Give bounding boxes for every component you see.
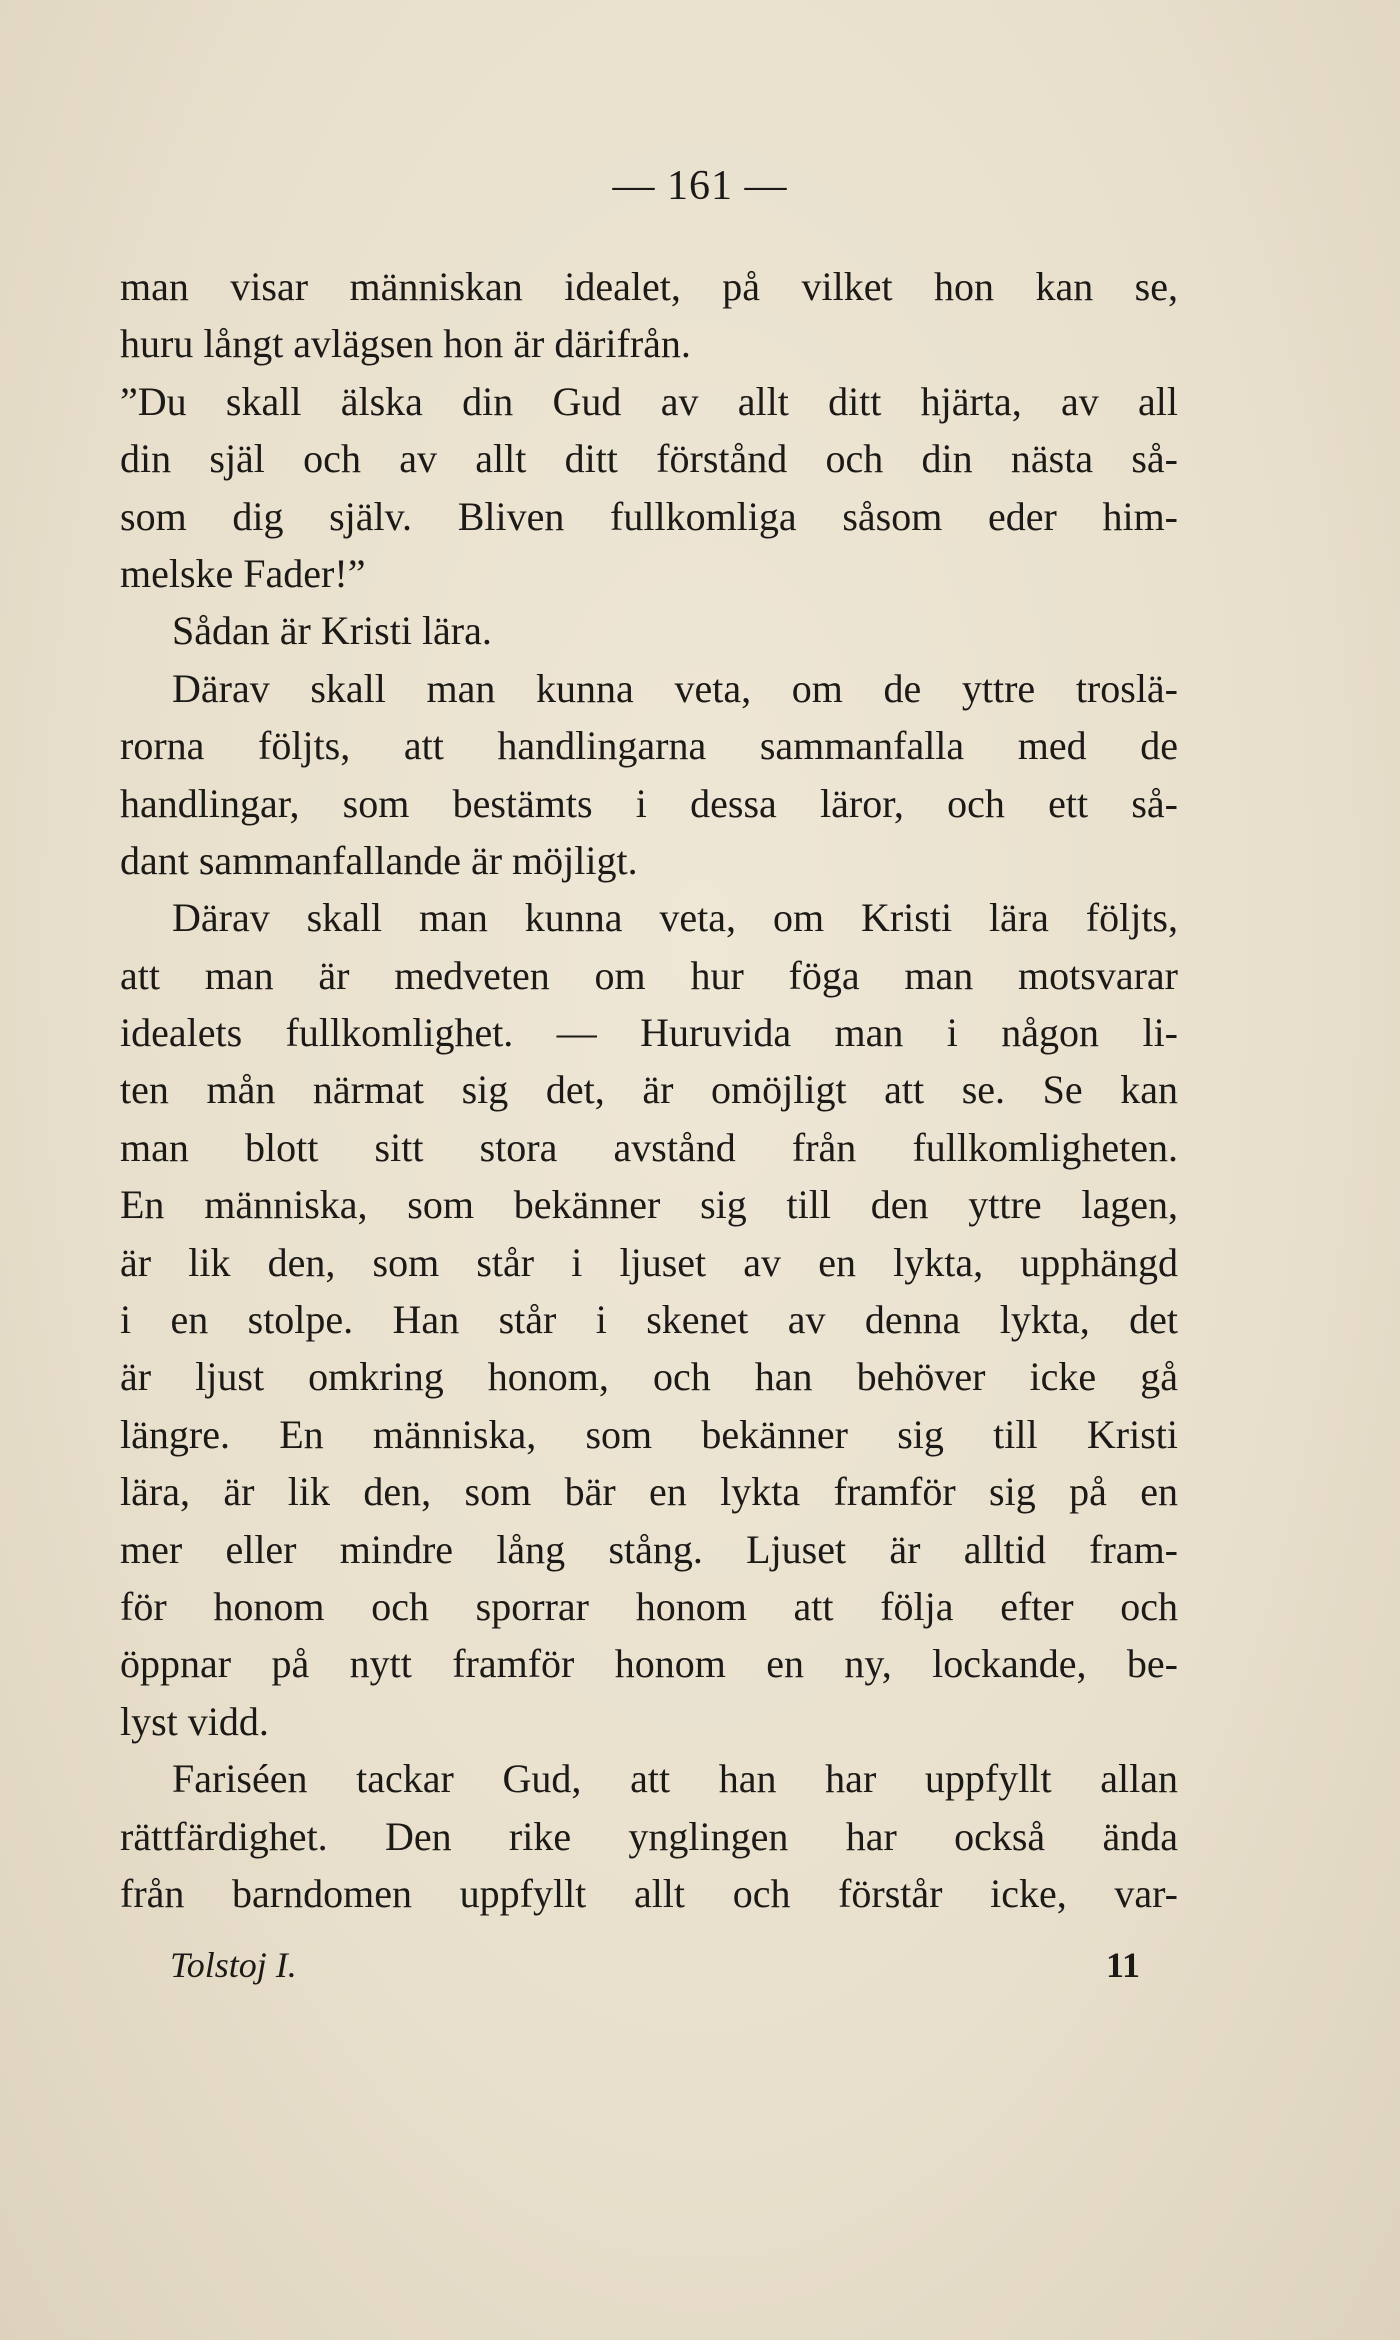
text-line: är ljust omkring honom, och han behöver icke gå	[120, 1354, 1178, 1400]
text-line: som dig själv. Bliven fullkomliga såsom eder him-	[120, 493, 1178, 539]
footer-signature: Tolstoj I.	[170, 1945, 297, 1985]
page-number: — 161 —	[612, 163, 788, 209]
text-line: Fariséen tackar Gud, att han har uppfyllt allan	[172, 1756, 1178, 1802]
footer-sheet-number: 11	[1105, 1945, 1140, 1985]
text-line: dant sammanfallande är möjligt.	[120, 837, 638, 883]
text-line: ten mån närmat sig det, är omöjligt att se. Se kan	[120, 1067, 1178, 1113]
page-footer	[170, 1944, 1140, 1986]
text-line: mer eller mindre lång stång. Ljuset är alltid fram-	[120, 1526, 1178, 1572]
text-line: idealets fullkomlighet. — Huruvida man i någon li-	[120, 1010, 1178, 1056]
text-line: lära, är lik den, som bär en lykta framför sig på en	[120, 1469, 1178, 1515]
text-line: handlingar, som bestämts i dessa läror, och ett så-	[120, 780, 1178, 826]
text-line: ”Du skall älska din Gud av allt ditt hjärta, av all	[120, 378, 1178, 424]
text-line: rättfärdighet. Den rike ynglingen har också ända	[120, 1813, 1178, 1859]
text-line: Därav skall man kunna veta, om de yttre troslä-	[172, 665, 1178, 711]
body-text	[120, 258, 1178, 1922]
text-line: rorna följts, att handlingarna sammanfalla med de	[120, 723, 1178, 769]
text-line: din själ och av allt ditt förstånd och din nästa så-	[120, 436, 1178, 482]
text-line: för honom och sporrar honom att följa efter och	[120, 1583, 1178, 1629]
text-line: är lik den, som står i ljuset av en lykta, upphängd	[120, 1239, 1178, 1285]
text-line: i en stolpe. Han står i skenet av denna lykta, det	[120, 1297, 1178, 1343]
text-line: Sådan är Kristi lära.	[172, 608, 492, 654]
text-line: man blott sitt stora avstånd från fullkomligheten.	[120, 1124, 1178, 1170]
text-line: lyst vidd.	[120, 1698, 269, 1744]
text-line: En människa, som bekänner sig till den yttre lagen,	[120, 1182, 1178, 1228]
text-line: man visar människan idealet, på vilket hon kan se,	[120, 264, 1178, 309]
text-line: längre. En människa, som bekänner sig till Kristi	[120, 1411, 1178, 1457]
text-line: från barndomen uppfyllt allt och förstår icke, var-	[120, 1870, 1178, 1916]
text-line: att man är medveten om hur föga man motsvarar	[120, 952, 1178, 998]
text-line: melske Fader!”	[120, 550, 366, 596]
text-line: huru långt avlägsen hon är därifrån.	[120, 321, 691, 367]
text-line: öppnar på nytt framför honom en ny, lockande, be-	[120, 1641, 1178, 1687]
text-line: Därav skall man kunna veta, om Kristi lära följts,	[172, 895, 1178, 941]
